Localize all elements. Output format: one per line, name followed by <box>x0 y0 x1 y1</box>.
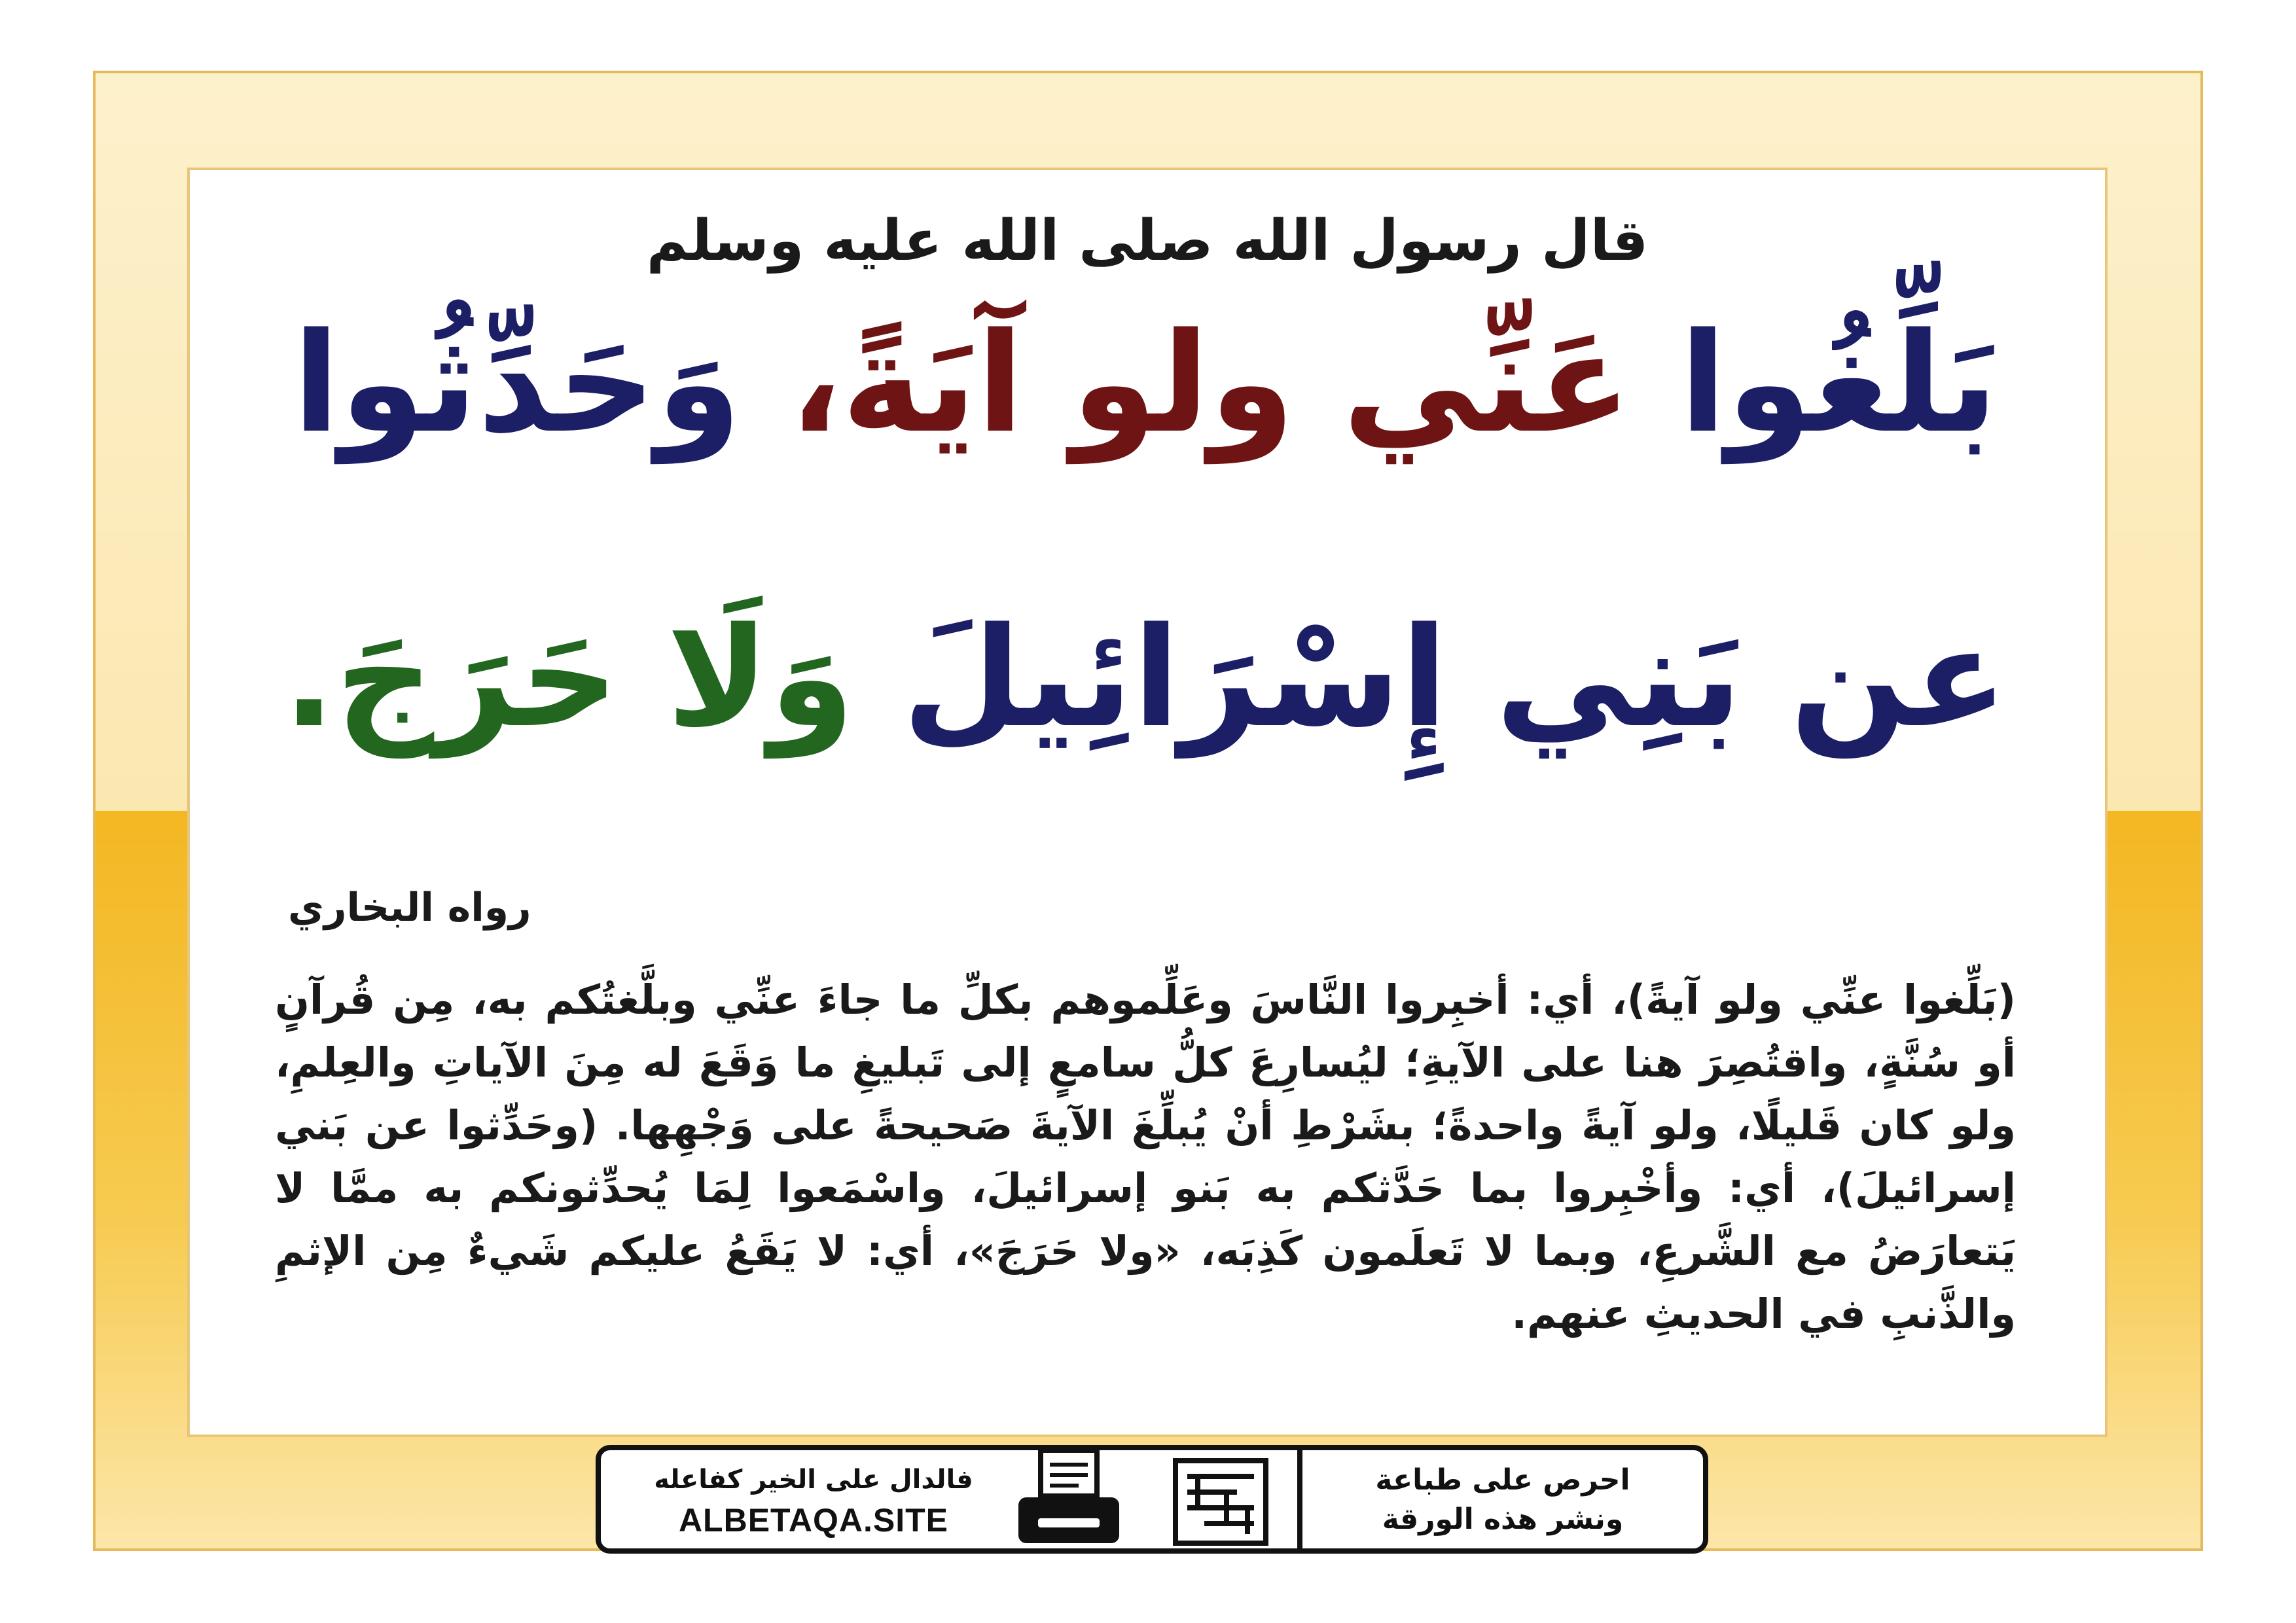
footer-slogan: فالدال على الخير كفاعله <box>654 1465 973 1495</box>
hadith-word-ballighu: بَلِّغُوا <box>1679 303 1998 463</box>
dawah-logo <box>1172 1457 1270 1547</box>
printer-icon <box>1007 1437 1131 1561</box>
footer-site-link[interactable]: ALBETAQA.SITE <box>678 1502 949 1539</box>
hadith-phrase-bani-israil: عن بَنِي إِسْرَائِيلَ <box>902 597 2008 758</box>
footer-cta-line-1: احرص على طباعة <box>1375 1463 1630 1497</box>
footer-cta-line-2: ونشر هذه الورقة <box>1382 1503 1624 1536</box>
page-title: قال رسول الله صلى الله عليه وسلم <box>646 208 1649 274</box>
footer-cta-block <box>1302 1450 1703 1548</box>
hadith-line-1 <box>249 303 2042 463</box>
footer-divider <box>1297 1450 1302 1548</box>
hadith-phrase-anni: عَنِّي ولو آيَةً، <box>789 303 1632 463</box>
narrator-label: رواه البخاري <box>288 885 531 931</box>
footer-site-block <box>601 1450 1026 1548</box>
footer-bar <box>596 1445 1708 1554</box>
hadith-word-haddithu: وَحَدِّثُوا <box>293 303 742 463</box>
explanation-text: (بَلِّغوا عنِّي ولو آيةً)، أي: أخبِروا النَّاسَ وعَلِّموهم بكلِّ ما جاءَ عنِّي وبلَّغتُكم به، مِن قُرآنٍ أو سُنَّةٍ، واقتُصِرَ هنا على الآيةِ؛ ليُسارِعَ كلُّ سامعٍ إلى تَبليغِ ما وَقَعَ له مِنَ الآياتِ والعِلمِ، ولو كان قَليلًا، ولو آيةً واحدةً؛ بشَرْطِ أنْ يُبلِّغَ الآيةَ صَحيحةً على وَجْهِها. (وحَدِّثوا عن بَني إسرائيلَ)، أي: وأخْبِروا بما حَدَّثكم به بَنو إسرائيلَ، واسْمَعوا لِمَا يُحدِّثونكم به ممَّا لا يَتعارَضُ مع الشَّرعِ، وبما لا تَعلَمون كَذِبَه، «ولا حَرَجَ»، أي: لا يَقَعُ عليكم شَيءٌ مِن الإثمِ والذَّنبِ في الحديثِ عنهم. <box>275 976 2016 1338</box>
hadith-line-2 <box>249 597 2042 758</box>
hadith-phrase-la-haraj: وَلَا حَرَجَ. <box>283 597 855 758</box>
